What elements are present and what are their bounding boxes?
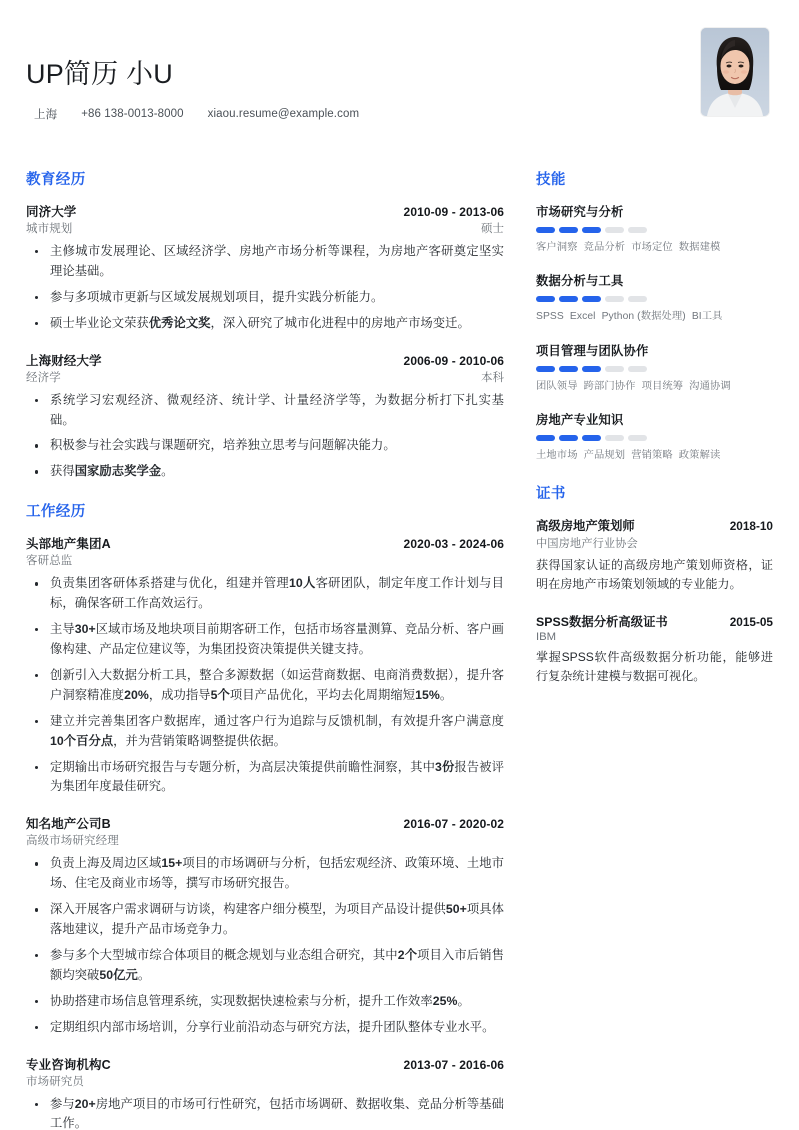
resume-header: [26, 28, 773, 146]
bullet-item: 负责集团客研体系搭建与优化，组建并管理10人客研团队，制定年度工作计划与目标，确保客研工作高效运行。: [26, 574, 504, 614]
skill-level-pip: [628, 435, 647, 441]
skill-level-pip: [559, 296, 578, 302]
entry-header-row: [26, 1055, 504, 1073]
resume-body: [26, 168, 773, 1130]
bullet-item: 参与多项城市更新与区域发展规划项目，提升实践分析能力。: [26, 288, 504, 308]
skill-group-name: 市场研究与分析: [536, 205, 624, 219]
skill-level-pip: [536, 227, 555, 233]
skill-level-pip: [605, 366, 624, 372]
entry-bullet-list: [26, 242, 504, 334]
work-entry: [26, 1055, 504, 1130]
skill-tag: 客户洞察: [536, 242, 578, 253]
entry-bullet-list: [26, 574, 504, 797]
section-title-certificates: 证书: [536, 485, 566, 502]
skill-level-bar: [536, 227, 773, 233]
skill-tag: 跨部门协作: [583, 380, 636, 392]
entry-date: 2016-07 - 2020-02: [403, 817, 504, 832]
side-column: [518, 168, 773, 705]
skill-tag-list: [536, 309, 773, 324]
entry-organization: 专业咨询机构C: [26, 1057, 111, 1072]
entry-subheader-row: [26, 369, 504, 385]
certificate-items: [536, 516, 773, 687]
entry-bullet-list: [26, 1095, 504, 1130]
skill-level-pip: [628, 227, 647, 233]
bullet-item: 负责上海及周边区域15+项目的市场调研与分析，包括宏观经济、政策环境、土地市场、住宅及商业市场等，撰写市场研究报告。: [26, 854, 504, 894]
skill-level-pip: [536, 296, 555, 302]
skill-level-pip: [605, 435, 624, 441]
skill-level-pip: [559, 227, 578, 233]
entry-organization: 知名地产公司B: [26, 817, 111, 832]
skill-tag: Python (数据处理): [601, 311, 686, 323]
skill-level-pip: [628, 296, 647, 302]
entry-organization: 上海财经大学: [26, 353, 102, 368]
entry-subheader-row: [26, 220, 504, 236]
entry-subtitle: 高级市场研究经理: [26, 835, 119, 848]
entry-header-row: [26, 202, 504, 220]
section-skills: [536, 168, 773, 464]
certificate-date: 2018-10: [729, 518, 773, 533]
skill-level-pip: [559, 366, 578, 372]
skill-level-pip: [536, 366, 555, 372]
skill-group: [536, 341, 773, 394]
skill-tag: 项目统筹: [641, 380, 684, 392]
portrait-photo-icon: [701, 28, 769, 116]
skill-tag: 沟通协调: [689, 380, 731, 392]
bullet-item: 深入开展客户需求调研与访谈，构建客户细分模型，为项目产品设计提供50+项具体落地建议，提升产品市场竞争力。: [26, 900, 504, 940]
entry-subtitle: 客研总监: [26, 555, 73, 568]
page-title: UP简历 小U: [26, 59, 173, 89]
skill-level-pip: [559, 435, 578, 441]
skill-tag: 竞品分析: [583, 242, 626, 253]
certificate-item: [536, 516, 773, 595]
entry-subtitle: 市场研究员: [26, 1075, 84, 1088]
skill-level-bar: [536, 435, 773, 441]
skill-level-pip: [605, 227, 624, 233]
entry-bullet-list: [26, 391, 504, 483]
bullet-item: 主修城市发展理论、区域经济学、房地产市场分析等课程，为房地产客研奠定坚实理论基础。: [26, 242, 504, 282]
skill-tag: BI工具: [691, 311, 723, 323]
entry-degree: 本科: [481, 371, 504, 384]
certificate-name: 高级房地产策划师: [536, 518, 635, 533]
skill-tag: 数据建模: [678, 242, 721, 253]
bullet-item: 定期组织内部市场培训，分享行业前沿动态与研究方法，提升团队整体专业水平。: [26, 1018, 504, 1038]
skill-tag-list: [536, 379, 773, 394]
contact-email: xiaou.resume@example.com: [207, 107, 360, 120]
skill-tag: SPSS: [536, 311, 564, 323]
skill-level-bar: [536, 296, 773, 302]
certificate-header-row: [536, 612, 773, 630]
work-entries: [26, 534, 504, 1130]
entry-organization: 同济大学: [26, 205, 77, 219]
skill-tag-list: [536, 448, 773, 463]
entry-subheader-row: [26, 552, 504, 568]
bullet-item: 协助搭建市场信息管理系统，实现数据快速检索与分析，提升工作效率25%。: [26, 992, 504, 1012]
bullet-item: 建立并完善集团客户数据库，通过客户行为追踪与反馈机制，有效提升客户满意度10个百分点，并为营销策略调整提供依据。: [26, 712, 504, 752]
section-education: [26, 168, 504, 482]
education-entry: [26, 202, 504, 334]
certificate-description: 获得国家认证的高级房地产策划师资格，证明在房地产市场策划领域的专业能力。: [536, 557, 773, 592]
skill-level-pip: [536, 435, 555, 441]
bullet-item: 积极参与社会实践与课题研究，培养独立思考与问题解决能力。: [26, 436, 504, 456]
skill-level-pip: [605, 296, 624, 302]
contact-location: 上海: [34, 108, 58, 121]
entry-date: 2013-07 - 2016-06: [403, 1057, 504, 1072]
skill-level-pip: [582, 296, 601, 302]
entry-date: 2006-09 - 2010-06: [403, 353, 504, 368]
entry-subtitle: 经济学: [26, 371, 61, 384]
main-column: [26, 168, 518, 1130]
certificate-issuer: IBM: [536, 630, 557, 643]
skill-tag: 产品规划: [583, 450, 626, 462]
education-entries: [26, 202, 504, 482]
bullet-item: 硕士毕业论文荣获优秀论文奖，深入研究了城市化进程中的房地产市场变迁。: [26, 314, 504, 334]
certificate-description: 掌握SPSS软件高级数据分析功能，能够进行复杂统计建模与数据可视化。: [536, 649, 773, 684]
bullet-item: 参与20+房地产项目的市场可行性研究，包括市场调研、数据收集、竞品分析等基础工作。: [26, 1095, 504, 1130]
entry-header-row: [26, 351, 504, 369]
skill-tag-list: [536, 240, 773, 255]
contact-phone: +86 138-0013-8000: [81, 107, 184, 120]
skill-level-pip: [582, 366, 601, 372]
skill-tag: 市场定位: [631, 242, 673, 253]
entry-header-row: [26, 534, 504, 552]
skill-group-name: 项目管理与团队协作: [536, 343, 649, 358]
skill-level-bar: [536, 366, 773, 372]
entry-header-row: [26, 814, 504, 832]
entry-subheader-row: [26, 832, 504, 848]
certificate-item: [536, 612, 773, 687]
certificate-header-row: [536, 516, 773, 534]
work-entry: [26, 814, 504, 1037]
skill-level-pip: [582, 227, 601, 233]
skill-group-name: 数据分析与工具: [536, 274, 624, 289]
section-work: [26, 500, 504, 1130]
skill-tag: Excel: [569, 311, 596, 323]
bullet-item: 系统学习宏观经济、微观经济、统计学、计量经济学等，为数据分析打下扎实基础。: [26, 391, 504, 431]
bullet-item: 参与多个大型城市综合体项目的概念规划与业态组合研究，其中2个项目入市后销售额均突破50亿元。: [26, 946, 504, 986]
section-title-work: 工作经历: [26, 504, 86, 521]
entry-date: 2010-09 - 2013-06: [403, 205, 504, 219]
section-title-education: 教育经历: [26, 172, 86, 188]
skill-tag: 土地市场: [536, 450, 578, 462]
bullet-item: 定期输出市场研究报告与专题分析，为高层决策提供前瞻性洞察，其中3份报告被评为集团年度最佳研究。: [26, 758, 504, 798]
bullet-item: 主导30+区域市场及地块项目前期客研工作，包括市场容量测算、竞品分析、客户画像构建、产品定位建议等，为集团投资决策提供关键支持。: [26, 620, 504, 660]
entry-organization: 头部地产集团A: [26, 537, 111, 552]
entry-subheader-row: [26, 1073, 504, 1089]
avatar: [701, 28, 769, 116]
education-entry: [26, 351, 504, 483]
certificate-date: 2015-05: [729, 614, 773, 629]
entry-date: 2020-03 - 2024-06: [403, 537, 504, 552]
entry-bullet-list: [26, 854, 504, 1037]
certificate-name: SPSS数据分析高级证书: [536, 614, 668, 629]
entry-subtitle: 城市规划: [26, 223, 73, 235]
skill-group-name: 房地产专业知识: [536, 413, 624, 428]
skill-group: [536, 202, 773, 255]
bullet-item: 创新引入大数据分析工具，整合多源数据（如运营商数据、电商消费数据），提升客户洞察精准度20%，成功指导5个项目产品优化，平均去化周期缩短15%。: [26, 666, 504, 706]
section-certificates: [536, 482, 773, 687]
skill-group: [536, 410, 773, 463]
contact-info: [26, 106, 773, 122]
skill-tag: 团队领导: [536, 380, 578, 392]
skill-level-pip: [582, 435, 601, 441]
bullet-item: 获得国家励志奖学金。: [26, 462, 504, 482]
skill-level-pip: [628, 366, 647, 372]
skill-group: [536, 271, 773, 324]
section-title-skills: 技能: [536, 172, 566, 188]
skill-groups: [536, 202, 773, 464]
entry-degree: 硕士: [481, 223, 504, 235]
certificate-issuer: 中国房地产行业协会: [536, 537, 638, 550]
work-entry: [26, 534, 504, 797]
skill-tag: 政策解读: [678, 450, 721, 462]
skill-tag: 营销策略: [631, 450, 673, 462]
